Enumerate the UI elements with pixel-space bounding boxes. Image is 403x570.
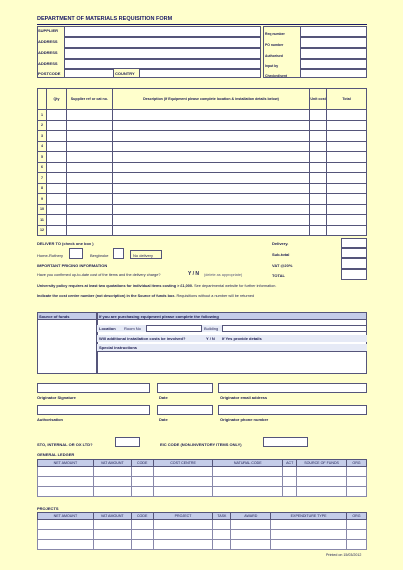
delivery-charge-input[interactable]	[341, 238, 367, 248]
building-input[interactable]	[222, 325, 367, 332]
row-number: 7	[38, 173, 47, 184]
form-title: DEPARTMENT OF MATERIALS REQUISITION FORM	[37, 16, 173, 22]
gl-col-org: ORG	[347, 460, 367, 467]
vat-input[interactable]	[341, 258, 367, 269]
gl-col-natural-code: NATURAL CODE	[213, 460, 283, 467]
row-number: 8	[38, 183, 47, 194]
pricing-question: Have you confirmed up-to-date cost of the items and the delivery charge?	[37, 273, 161, 277]
pricing-heading: IMPORTANT PRICING INFORMATION	[37, 263, 108, 268]
country-label: COUNTRY	[115, 71, 135, 76]
total-label: TOTAL	[272, 273, 285, 278]
pj-col-vat-amount: VAT AMOUNT	[93, 513, 131, 520]
installation-question: Will additional installation costs be involved?	[99, 336, 186, 341]
table-row	[38, 183, 367, 194]
pj-col-expenditure-type: EXPENDITURE TYPE	[271, 513, 347, 520]
date-label-1: Date	[159, 395, 168, 400]
projects-table	[37, 512, 367, 550]
subtotal-label: Sub-total	[272, 252, 290, 257]
special-instructions-label: Special instructions	[99, 345, 138, 350]
gl-col-act: ACT	[283, 460, 297, 467]
checked-sent-input[interactable]	[300, 69, 367, 78]
po-number-label: PO number	[265, 43, 284, 47]
pj-col-project: PROJECT	[153, 513, 213, 520]
source-of-funds-box[interactable]	[37, 312, 97, 374]
address-input-1[interactable]	[64, 37, 261, 48]
row-number: 12	[38, 225, 47, 236]
bergbroke-checkbox[interactable]	[113, 248, 124, 259]
room-no-input[interactable]	[146, 325, 202, 332]
total-header: Total	[327, 89, 367, 110]
gl-col-code: CODE	[131, 460, 153, 467]
gl-col-vat-amount: VAT AMOUNT	[93, 460, 131, 467]
row-number: 3	[38, 131, 47, 142]
policy-bold: University policy requires at least two quotations for individual items costing > £1,000.	[37, 284, 194, 288]
bergbroke-label: Bergbroke	[90, 253, 109, 258]
table-row[interactable]	[38, 477, 367, 487]
date-input-1[interactable]	[157, 383, 213, 393]
table-row	[38, 194, 367, 205]
gl-col-net-amount: NET AMOUNT	[38, 460, 94, 467]
postcode-label: POSTCODE	[38, 71, 61, 76]
eic-label: EIC CODE (NON-INVENTORY ITEMS ONLY)	[160, 442, 242, 447]
row-number: 6	[38, 162, 47, 173]
pj-col-task: TASK	[213, 513, 231, 520]
row-number: 5	[38, 152, 47, 163]
postcode-input[interactable]	[64, 69, 114, 78]
table-row[interactable]	[38, 487, 367, 497]
table-row[interactable]	[38, 520, 367, 530]
table-row[interactable]	[38, 540, 367, 550]
authorisation-label: Authorisation	[37, 417, 63, 422]
building-label: Building	[204, 326, 219, 331]
table-row	[38, 152, 367, 163]
sto-input[interactable]	[115, 437, 140, 447]
pricing-yn-note: (delete as appropriate)	[204, 273, 243, 277]
qty-header: Qty	[46, 89, 66, 110]
projects-heading: PROJECTS	[37, 506, 59, 511]
sto-label: STO, INTERNAL OR OX LTD?	[37, 442, 93, 447]
special-instructions-row	[97, 344, 367, 351]
general-ledger-heading: GENERAL LEDGER	[37, 452, 75, 457]
home-rothery-label: Home-Rothery	[37, 253, 64, 258]
address-label-1: ADDRESS	[38, 39, 58, 44]
pj-col-award: AWARD	[231, 513, 271, 520]
description-header: Description (If Equipment please complete location & installation details below)	[112, 89, 309, 110]
originator-email-input[interactable]	[218, 383, 367, 393]
pj-col-code: CODE	[131, 513, 153, 520]
pj-col-org: ORG	[346, 513, 366, 520]
address-label-3: ADDRESS	[38, 61, 58, 66]
address-input-3[interactable]	[64, 59, 261, 69]
address-label-2: ADDRESS	[38, 50, 58, 55]
no-delivery-label: No delivery	[133, 253, 154, 258]
vat-label: VAT @20%	[272, 263, 293, 268]
table-row[interactable]	[38, 530, 367, 540]
table-row	[38, 131, 367, 142]
originator-phone-label: Originator phone number	[220, 417, 269, 422]
authorised-input[interactable]	[300, 48, 367, 59]
gl-col-source-of-funds: SOURCE OF FUNDS	[297, 460, 347, 467]
req-number-input[interactable]	[300, 26, 367, 37]
originator-phone-input[interactable]	[218, 405, 367, 415]
equipment-heading: If you are purchasing equipment please complete the following	[99, 314, 219, 319]
home-rothery-checkbox[interactable]	[69, 248, 83, 259]
table-row	[38, 204, 367, 215]
date-label-2: Date	[159, 417, 168, 422]
provide-details-label: If Yes provide details	[222, 336, 262, 341]
authorisation-input[interactable]	[37, 405, 150, 415]
table-row	[38, 120, 367, 131]
policy-line	[37, 284, 276, 289]
title-rule	[37, 24, 367, 25]
row-number: 9	[38, 194, 47, 205]
table-row	[38, 173, 367, 184]
req-number-label: Req number	[265, 32, 285, 36]
table-row	[38, 110, 367, 121]
subtotal-input[interactable]	[341, 248, 367, 258]
row-number: 10	[38, 204, 47, 215]
general-ledger-table	[37, 459, 367, 497]
originator-signature-input[interactable]	[37, 383, 150, 393]
location-label: Location	[99, 326, 116, 331]
printed-on: Printed on 15/03/2012	[326, 553, 362, 557]
address-input-2[interactable]	[64, 48, 261, 59]
policy-rest: See departmental website for further information.	[194, 284, 277, 288]
supplier-label: SUPPLIER	[38, 28, 59, 33]
table-row	[38, 225, 367, 236]
unit-cost-header: Unit cost	[310, 89, 327, 110]
input-by-label: Input by	[265, 64, 279, 68]
total-input[interactable]	[341, 269, 367, 280]
eic-input[interactable]	[263, 437, 308, 447]
deliver-to-label: DELIVER TO (check one box )	[37, 241, 94, 246]
checked-sent-label: Checked/sent	[265, 74, 288, 78]
originator-email-label: Originator email address	[220, 395, 268, 400]
cost-centre-rest: Requisitions without a number will be returned	[176, 294, 255, 298]
table-row	[38, 162, 367, 173]
date-input-2[interactable]	[157, 405, 213, 415]
authorised-label: Authorised	[265, 54, 283, 58]
source-of-funds-label: Source of funds	[39, 314, 70, 319]
items-table	[37, 88, 367, 236]
installation-yn[interactable]: Y / N	[206, 336, 215, 341]
delivery-charge-label: Delivery.	[272, 241, 289, 246]
special-instructions-input[interactable]	[97, 351, 367, 374]
table-row[interactable]	[38, 467, 367, 477]
po-number-input[interactable]	[300, 37, 367, 48]
supplier-input[interactable]	[64, 26, 261, 37]
table-row	[38, 215, 367, 226]
pricing-yn[interactable]: Y / N	[188, 271, 200, 277]
row-number: 4	[38, 141, 47, 152]
pj-col-net-amount: NET AMOUNT	[38, 513, 94, 520]
supplier-ref-header: Supplier ref or cat no.	[66, 89, 112, 110]
cost-centre-bold: Indicate the cost centre number (not description) in the Source of funds box.	[37, 294, 176, 298]
country-input[interactable]	[139, 69, 261, 78]
row-number: 11	[38, 215, 47, 226]
gl-col-cost-centre: COST CENTRE	[153, 460, 213, 467]
cost-centre-line	[37, 294, 254, 299]
table-row	[38, 141, 367, 152]
items-header-row	[38, 89, 367, 110]
row-number: 2	[38, 120, 47, 131]
originator-signature-label: Originator Signature	[37, 395, 76, 400]
row-number: 1	[38, 110, 47, 121]
room-no-label: Room No	[124, 326, 141, 331]
input-by-input[interactable]	[300, 59, 367, 69]
